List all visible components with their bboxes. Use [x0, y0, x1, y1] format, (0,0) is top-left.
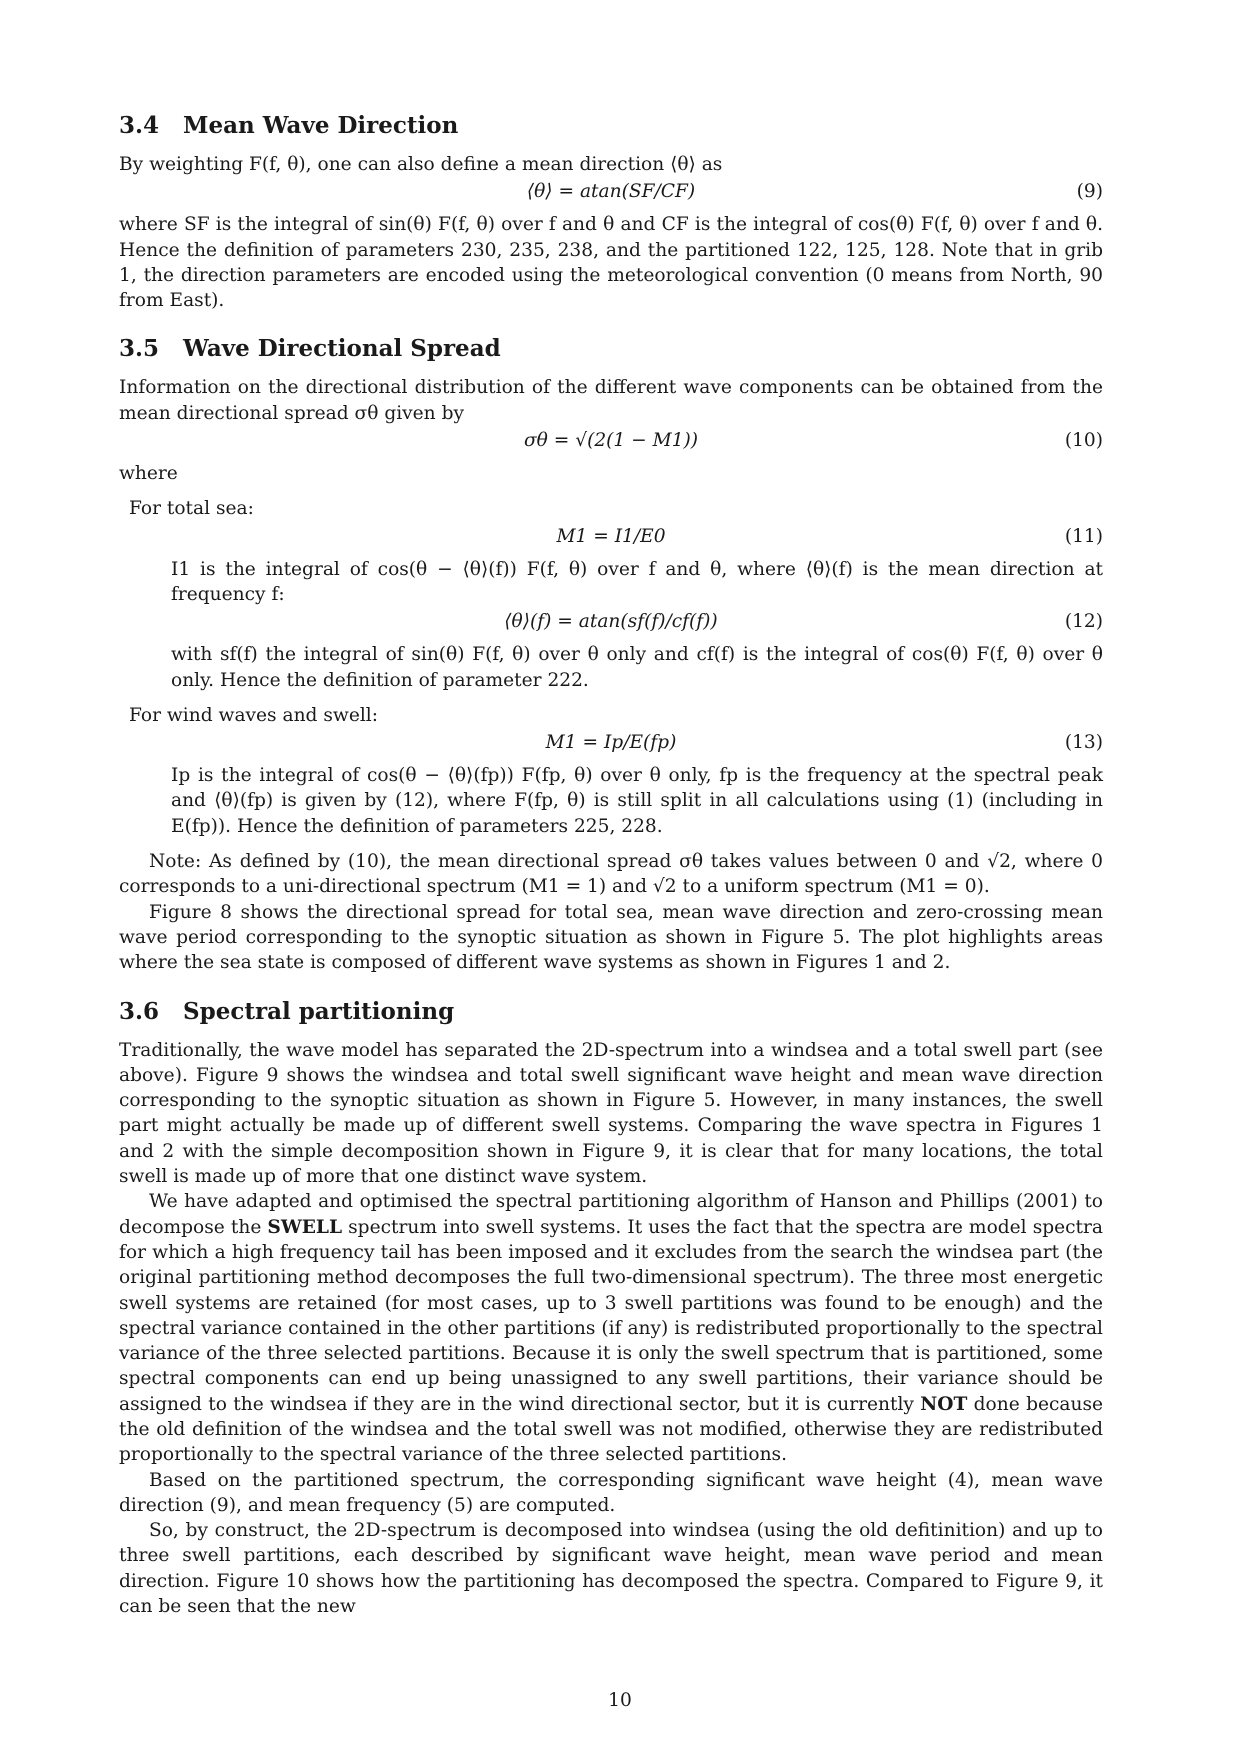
equation-body: ⟨θ⟩ = atan(SF/CF) — [526, 181, 696, 203]
case-wind-swell-label: For wind waves and swell: — [129, 704, 378, 726]
paragraph-2: We have adapted and optimised the spectral partitioning algorithm of Hanson and Phillips (2001) to decompose the SWELL spectrum into swell systems. It uses the fact that the spectra are model spectra for which a high frequency tail has been imposed and it excludes from the search the windsea part (the original partitioning method decomposes the full two-dimensional spectrum). The three most energetic swell systems are retained (for most cases, up to 3 swell partitions was found to be enough) and the spectral variance contained in the other partitions (if any) is redistributed proportionally to the spectral variance of the three selected partitions. Because it is only the swell spectrum that is partitioned, some spectral components can end up being unassigned to any swell partitions, their variance should be assigned to the windsea if they are in the wind directional sector, but it is currently NOT done because the old definition of the windsea and the total swell was not modified, otherwise they are redistributed proportionally to the spectral variance of the three selected partitions. — [119, 1191, 1104, 1466]
section-heading: 3.6 Spectral partitioning — [119, 997, 455, 1025]
where-text: where — [119, 463, 178, 485]
equation-number: (13) — [1064, 732, 1103, 754]
total-sea-text: I1 is the integral of cos(θ − ⟨θ⟩(f)) F(f, θ) over f and θ, where ⟨θ⟩(f) is the mean direction at frequency f: — [171, 558, 1103, 605]
equation-number: (9) — [1076, 181, 1103, 203]
intro-text: By weighting F(f, θ), one can also define a mean direction ⟨θ⟩ as — [119, 154, 723, 175]
section-mean-wave-direction — [119, 112, 1103, 313]
section-heading: 3.5 Wave Directional Spread — [119, 335, 501, 363]
equation-9 — [119, 179, 1103, 206]
note-paragraph: Note: As defined by (10), the mean directional spread σθ takes values between 0 and √2, where 0 corresponds to a uni-directional spectrum (M1 = 1) and √2 to a uniform spectrum (M1 = 0). — [119, 851, 1103, 898]
equation-number: (12) — [1064, 611, 1103, 633]
wind-swell-text: Ip is the integral of cos(θ − ⟨θ⟩(fp)) F(fp, θ) over θ only, fp is the frequency at the spectral peak and ⟨θ⟩(fp) is given by (12), where F(fp, θ) is still split in all calculations using (1) (including in E(fp)). Hence the definition of parameters 225, 228. — [171, 765, 1103, 837]
paragraph: where SF is the integral of sin(θ) F(f, θ) over f and θ and CF is the integral of cos(θ) F(f, θ) over f and θ. Hence the definition of parameters 230, 235, 238, and the partitioned 122, 125, 128. Note that in grib 1, the direction parameters are encoded using the meteorological convention (0 means from North, 90 from East). — [119, 214, 1103, 312]
paragraph-3: Based on the partitioned spectrum, the corresponding significant wave height (4), mean wave direction (9), and mean frequency (5) are computed. — [119, 1469, 1103, 1516]
case-total-sea-label: For total sea: — [129, 498, 254, 520]
paragraph-1: Traditionally, the wave model has separated the 2D-spectrum into a windsea and a total swell part (see above). Figure 9 shows the windsea and total swell significant wave height and mean wave direction corresponding to the synoptic situation as shown in Figure 5. However, in many instances, the swell part might actually be made up of different swell systems. Comparing the wave spectra in Figures 1 and 2 with the simple decomposition shown in Figure 9, it is clear that for many locations, the total swell is made up of more that one distinct wave system. — [119, 1039, 1103, 1188]
bold-swell: SWELL — [267, 1216, 343, 1238]
equation-number: (11) — [1064, 525, 1103, 547]
section-heading: 3.4 Mean Wave Direction — [119, 112, 459, 139]
page-body — [119, 112, 1103, 1619]
paragraph-4: So, by construct, the 2D-spectrum is decomposed into windsea (using the old defitinition) and up to three swell partitions, each described by significant wave height, mean wave period and mean direction. Figure 10 shows how the partitioning has decomposed the spectra. Compared to Figure 9, it can be seen that the new — [119, 1520, 1103, 1618]
equation-11 — [119, 524, 1103, 551]
section-spectral-partitioning — [119, 998, 1103, 1620]
section-wave-directional-spread — [119, 335, 1103, 975]
page-number: 10 — [608, 1690, 632, 1711]
bold-not: NOT — [920, 1393, 968, 1415]
equation-body: σθ = √(2(1 − M1)) — [523, 430, 699, 452]
equation-body: M1 = Ip/E(fp) — [545, 732, 677, 754]
equation-10 — [119, 428, 1103, 455]
equation-body: ⟨θ⟩(f) = atan(sf(f)/cf(f)) — [504, 611, 718, 633]
total-sea-text-2: with sf(f) the integral of sin(θ) F(f, θ) over θ only and cf(f) is the integral of cos(θ) F(f, θ) over θ only. Hence the definition of parameter 222. — [171, 644, 1103, 691]
figure-paragraph: Figure 8 shows the directional spread for total sea, mean wave direction and zero-crossing mean wave period corresponding to the synoptic situation as shown in Figure 5. The plot highlights areas where the sea state is composed of different wave systems as shown in Figures 1 and 2. — [119, 901, 1103, 974]
intro-text: Information on the directional distribution of the different wave components can be obtained from the mean directional spread σθ given by — [119, 377, 1103, 424]
equation-12 — [119, 609, 1103, 636]
equation-13 — [119, 730, 1103, 757]
equation-number: (10) — [1064, 430, 1103, 452]
equation-body: M1 = I1/E0 — [556, 525, 666, 547]
